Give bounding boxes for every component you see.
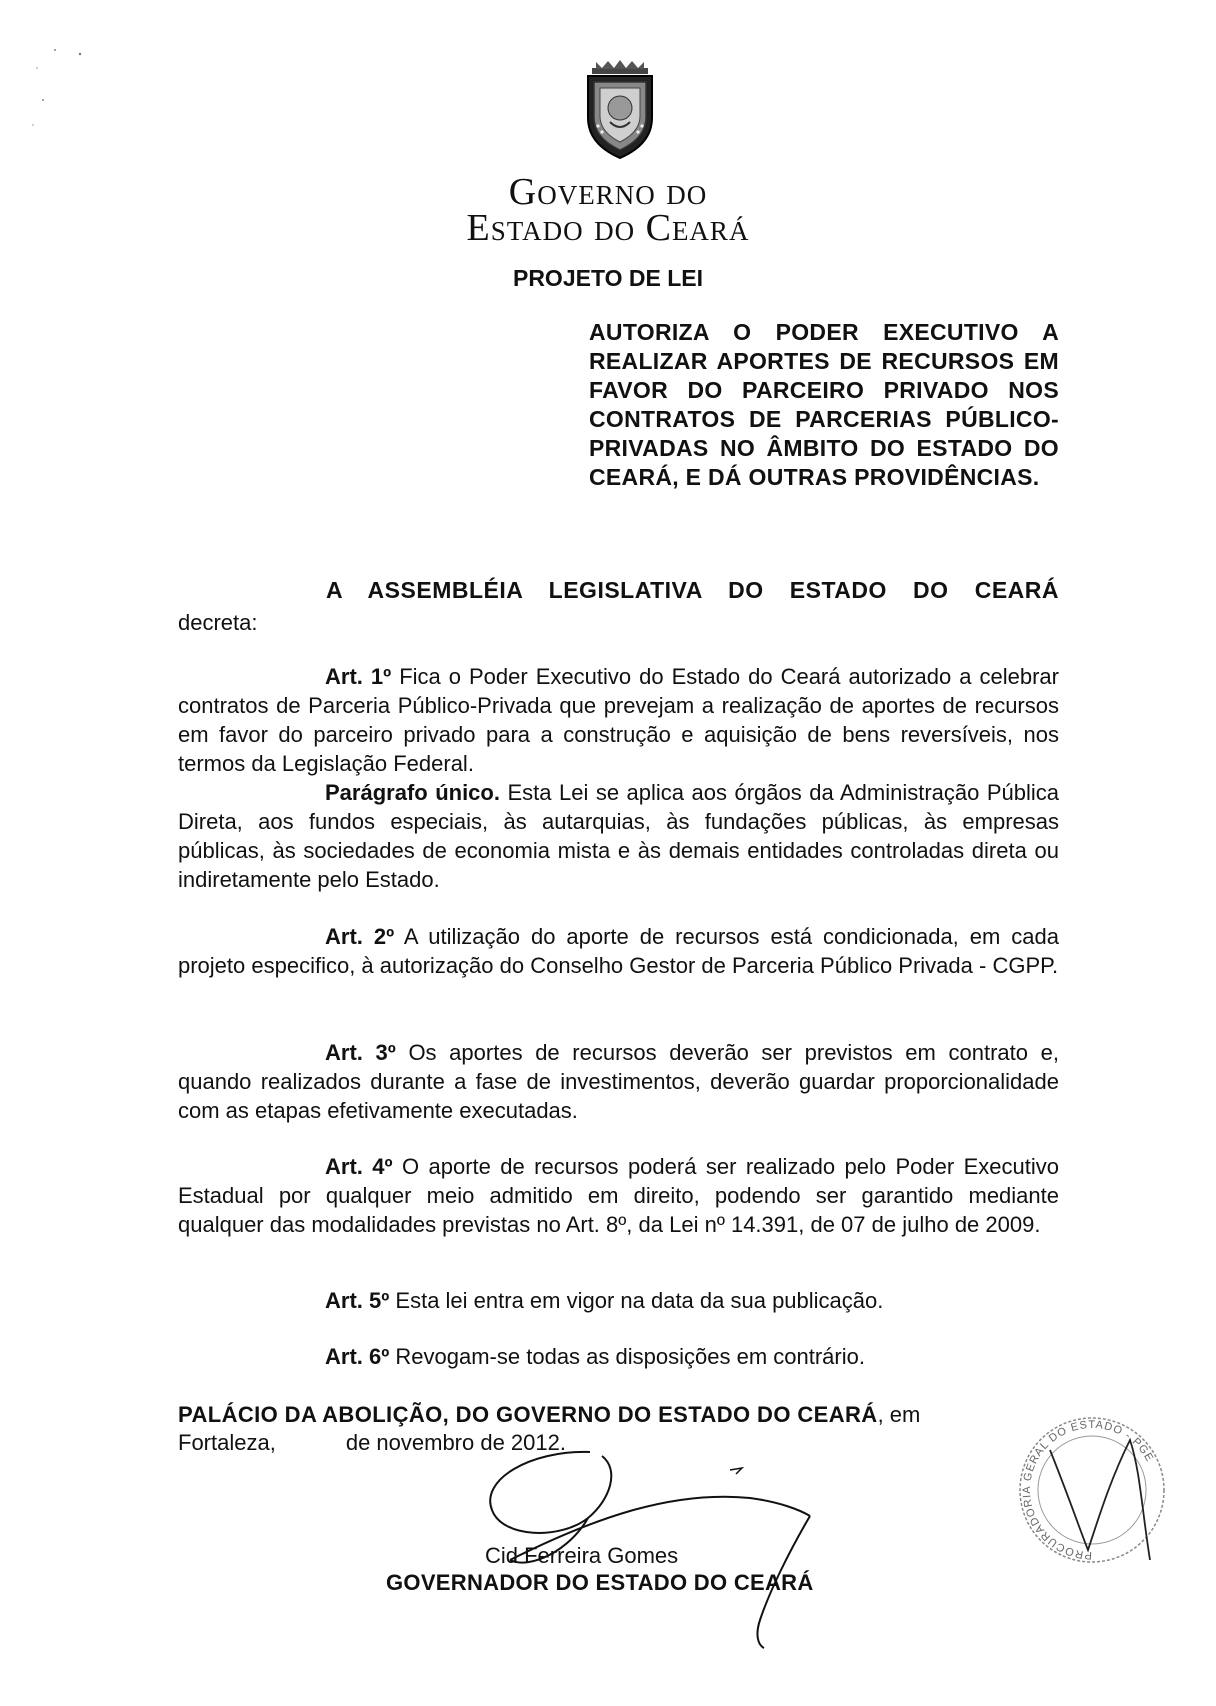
closing-palace-line	[178, 1400, 1059, 1430]
document-type: PROJETO DE LEI	[512, 265, 703, 291]
state-coat-of-arms-icon	[580, 60, 660, 160]
article-6	[178, 1342, 1059, 1371]
palace-name: PALÁCIO DA ABOLIÇÃO, DO GOVERNO DO ESTADO DO CEARÁ	[178, 1402, 878, 1427]
city: Fortaleza,	[178, 1430, 276, 1455]
government-title-line1: Governo do	[508, 171, 708, 213]
article-text: Os aportes de recursos deverão ser previstos em contrato e, quando realizados durante a fase de investimentos, deverão guardar proporcionalidade com as etapas efetivamente executadas.	[178, 1040, 1059, 1123]
article-4	[178, 1152, 1059, 1239]
article-label: Parágrafo único.	[325, 780, 500, 805]
article-label: Art. 6º	[325, 1344, 390, 1369]
bill-summary: AUTORIZA O PODER EXECUTIVO A REALIZAR APORTES DE RECURSOS EM FAVOR DO PARCEIRO PRIVADO NOS CONTRATOS DE PARCERIAS PÚBLICO-PRIVADAS NO ÂMBITO DO ESTADO DO CEARÁ, E DÁ OUTRAS PROVIDÊNCIAS.	[589, 319, 1059, 490]
article-label: Art. 1º	[325, 664, 392, 689]
date: de novembro de 2012.	[345, 1430, 566, 1455]
article-label: Art. 2º	[325, 924, 395, 949]
article-text: Esta lei entra em vigor na data da sua publicação.	[395, 1288, 884, 1313]
svg-text:PROCURADORIA GERAL DO ESTADO -	[1021, 1419, 1156, 1561]
article-3	[178, 1038, 1059, 1125]
article-label: Art. 4º	[325, 1154, 393, 1179]
article-2	[178, 922, 1059, 980]
assembly-heading: A ASSEMBLÉIA LEGISLATIVA DO ESTADO DO CEARÁ	[326, 577, 1059, 603]
article-5	[178, 1286, 1059, 1315]
signatory-title: GOVERNADOR DO ESTADO DO CEARÁ	[386, 1570, 814, 1595]
article-label: Art. 3º	[325, 1040, 396, 1065]
article-text: Revogam-se todas as disposições em contrário.	[395, 1344, 865, 1369]
paragrafo-unico	[178, 778, 1059, 894]
article-label: Art. 5º	[325, 1288, 390, 1313]
article-text: O aporte de recursos poderá ser realizado pelo Poder Executivo Estadual por qualquer meio admitido em direito, podendo ser garantido mediante qualquer das modalidades previstas no Art. 8º, da Lei nº 14.391, de 07 de julho de 2009.	[178, 1154, 1060, 1237]
decreta-label: decreta:	[178, 610, 258, 635]
article-text: A utilização do aporte de recursos está condicionada, em cada projeto especifico, à autorização do Conselho Gestor de Parceria Público Privada - CGPP.	[178, 924, 1059, 978]
stamp-text: PROCURADORIA GERAL DO ESTADO - PGE	[1021, 1418, 1156, 1562]
palace-suffix: , em	[877, 1402, 921, 1427]
signatory-name: Cid Ferreira Gomes	[485, 1543, 679, 1568]
article-1	[178, 662, 1059, 778]
pge-stamp	[1010, 1410, 1175, 1570]
government-title-line2: Estado do Ceará	[466, 207, 750, 249]
article-text: Fica o Poder Executivo do Estado do Ceará autorizado a celebrar contratos de Parceria Público-Privada que prevejam a realização de aportes de recursos em favor do parceiro privado para a construção e aquisição de bens reversíveis, nos termos da Legislação Federal.	[178, 664, 1059, 776]
scan-specks	[25, 40, 105, 140]
article-text: Esta Lei se aplica aos órgãos da Administração Pública Direta, aos fundos especiais, às autarquias, às fundações públicas, às empresas públicas, às sociedades de economia mista e às demais entidades controladas direta ou indiretamente pelo Estado.	[178, 780, 1059, 892]
